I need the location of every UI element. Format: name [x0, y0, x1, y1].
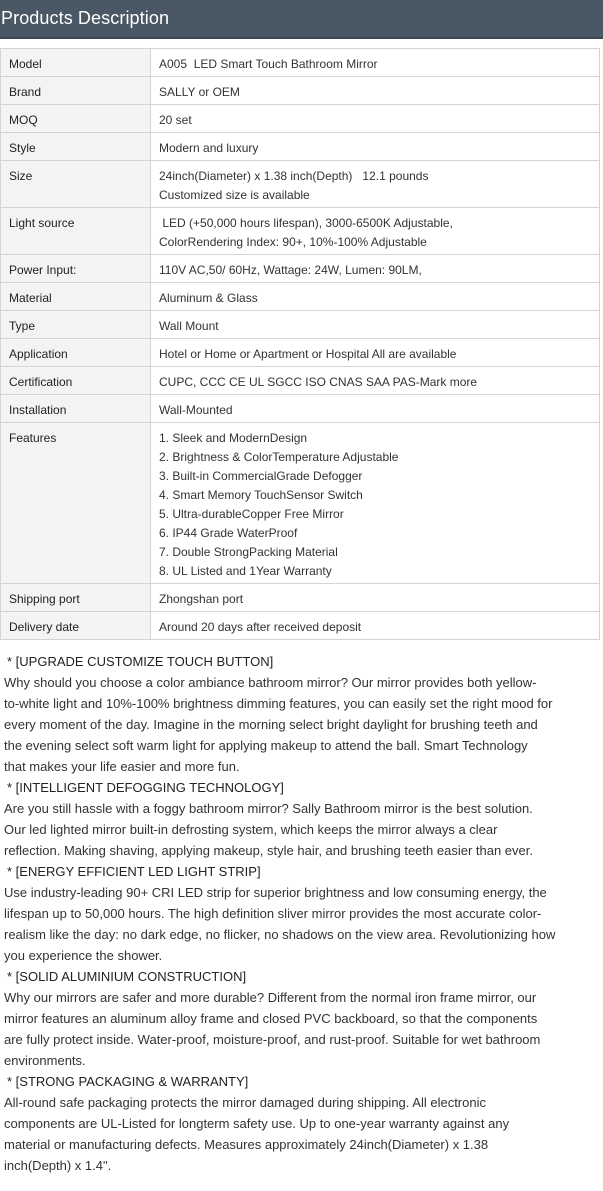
spec-key: Features [1, 423, 151, 584]
spec-row [1, 311, 600, 339]
spec-value-line: 6. IP44 Grade WaterProof [159, 526, 298, 540]
spec-value-line: 1. Sleek and ModernDesign [159, 431, 308, 445]
spec-row [1, 283, 600, 311]
spec-key: Certification [1, 367, 151, 395]
spec-key: Brand [1, 77, 151, 105]
spec-value-line: SALLY or OEM [159, 85, 240, 99]
spec-value [151, 255, 600, 283]
spec-value [151, 105, 600, 133]
page-title: Products Description [1, 8, 170, 28]
spec-value-line: Modern and luxury [159, 141, 259, 155]
spec-value [151, 49, 600, 77]
section-body-line: Why our mirrors are safer and more durable? Different from the normal iron frame mirror, our [4, 990, 537, 1005]
spec-value-line: Customized size is available [159, 188, 310, 202]
section-body-line: Our led lighted mirror built-in defrosting system, which keeps the mirror always a clear [4, 822, 498, 837]
spec-key: Power Input: [1, 255, 151, 283]
section-body-line: material or manufacturing defects. Measures approximately 24inch(Diameter) x 1.38 [4, 1137, 489, 1152]
section-body-line: Why should you choose a color ambiance bathroom mirror? Our mirror provides both yellow- [4, 675, 537, 690]
spec-value-line: A005 LED Smart Touch Bathroom Mirror [159, 57, 378, 71]
section-body [4, 672, 600, 777]
section-body-line: environments. [4, 1053, 86, 1068]
section-body-line: inch(Depth) x 1.4". [4, 1158, 112, 1173]
section-body-line: you experience the shower. [4, 948, 163, 963]
spec-value-line: 7. Double StrongPacking Material [159, 545, 338, 559]
section-body [4, 882, 600, 966]
section-body-line: every moment of the day. Imagine in the morning select bright daylight for brushing teeth and [4, 717, 538, 732]
section-body [4, 1092, 600, 1176]
spec-value [151, 283, 600, 311]
spec-value-line: CUPC, CCC CE UL SGCC ISO CNAS SAA PAS-Mark more [159, 375, 478, 389]
spec-value-line: 4. Smart Memory TouchSensor Switch [159, 488, 363, 502]
section-body-line: to-white light and 10%-100% brightness dimming features, you can easily set the right mood for [4, 696, 553, 711]
spec-value-line: 8. UL Listed and 1Year Warranty [159, 564, 332, 578]
section-body-line: mirror features an aluminum alloy frame and closed PVC backboard, so that the components [4, 1011, 538, 1026]
product-description [4, 651, 600, 1176]
spec-value-line: Wall Mount [159, 319, 219, 333]
spec-value [151, 339, 600, 367]
spec-key: Shipping port [1, 584, 151, 612]
spec-value [151, 311, 600, 339]
section-title: * [UPGRADE CUSTOMIZE TOUCH BUTTON] [7, 654, 274, 669]
spec-value-line: ColorRendering Index: 90+, 10%-100% Adjustable [159, 235, 427, 249]
spec-row [1, 423, 600, 584]
spec-key: Installation [1, 395, 151, 423]
spec-row [1, 161, 600, 208]
spec-row [1, 105, 600, 133]
section-body-line: All-round safe packaging protects the mirror damaged during shipping. All electronic [4, 1095, 486, 1110]
spec-value-line: Wall-Mounted [159, 403, 233, 417]
section-body-line: lifespan up to 50,000 hours. The high definition sliver mirror provides the most accurate color- [4, 906, 542, 921]
section-title: * [INTELLIGENT DEFOGGING TECHNOLOGY] [7, 780, 284, 795]
spec-value-line: LED (+50,000 hours lifespan), 3000-6500K Adjustable, [159, 216, 453, 230]
section-body-line: components are UL-Listed for longterm safety use. Up to one-year warranty against any [4, 1116, 510, 1131]
spec-row [1, 367, 600, 395]
spec-row [1, 395, 600, 423]
section-body [4, 798, 600, 861]
spec-table-body [1, 49, 600, 640]
section-body-line: that makes your life easier and more fun. [4, 759, 240, 774]
section-title: * [STRONG PACKAGING & WARRANTY] [7, 1074, 249, 1089]
spec-row [1, 255, 600, 283]
spec-row [1, 77, 600, 105]
section-body-line: are fully protect inside. Water-proof, moisture-proof, and rust-proof. Suitable for wet bathroom [4, 1032, 541, 1047]
section-title: * [ENERGY EFFICIENT LED LIGHT STRIP] [7, 864, 261, 879]
spec-table [0, 48, 600, 640]
spec-value [151, 133, 600, 161]
spec-value-line: Aluminum & Glass [159, 291, 258, 305]
section-body-line: Use industry-leading 90+ CRI LED strip for superior brightness and low consuming energy, the [4, 885, 547, 900]
spec-key: Light source [1, 208, 151, 255]
section-body-line: Are you still hassle with a foggy bathroom mirror? Sally Bathroom mirror is the best solution. [4, 801, 533, 816]
spec-value [151, 161, 600, 208]
spec-value-line: Around 20 days after received deposit [159, 620, 362, 634]
section-body [4, 987, 600, 1071]
spec-value-line: Hotel or Home or Apartment or Hospital All are available [159, 347, 457, 361]
section-title: * [SOLID ALUMINIUM CONSTRUCTION] [7, 969, 247, 984]
spec-value-line: 3. Built-in CommercialGrade Defogger [159, 469, 363, 483]
spec-key: Model [1, 49, 151, 77]
spec-value [151, 208, 600, 255]
spec-key: Material [1, 283, 151, 311]
spec-value [151, 395, 600, 423]
spec-row [1, 208, 600, 255]
spec-key: MOQ [1, 105, 151, 133]
spec-row [1, 339, 600, 367]
spec-value [151, 423, 600, 584]
spec-row [1, 49, 600, 77]
spec-key: Size [1, 161, 151, 208]
spec-row [1, 133, 600, 161]
spec-value-line: 5. Ultra-durableCopper Free Mirror [159, 507, 344, 521]
spec-row [1, 584, 600, 612]
spec-value-line: 2. Brightness & ColorTemperature Adjustable [159, 450, 399, 464]
spec-value [151, 367, 600, 395]
spec-value [151, 584, 600, 612]
spec-row [1, 612, 600, 640]
section-body-line: realism like the day: no dark edge, no flicker, no shadows on the view area. Revolutionizing how [4, 927, 556, 942]
section-body-line: reflection. Making shaving, applying makeup, style hair, and brushing teeth easier than ever. [4, 843, 533, 858]
section-body-line: the evening select soft warm light for applying makeup to attend the ball. Smart Technology [4, 738, 528, 753]
spec-key: Style [1, 133, 151, 161]
section-header [0, 0, 603, 39]
spec-value-line: 20 set [159, 113, 192, 127]
spec-value-line: 110V AC,50/ 60Hz, Wattage: 24W, Lumen: 90LM, [159, 263, 422, 277]
spec-key: Type [1, 311, 151, 339]
spec-value-line: Zhongshan port [159, 592, 244, 606]
spec-value-line: 24inch(Diameter) x 1.38 inch(Depth) 12.1 pounds [159, 169, 429, 183]
spec-value [151, 612, 600, 640]
spec-key: Application [1, 339, 151, 367]
spec-value [151, 77, 600, 105]
spec-key: Delivery date [1, 612, 151, 640]
